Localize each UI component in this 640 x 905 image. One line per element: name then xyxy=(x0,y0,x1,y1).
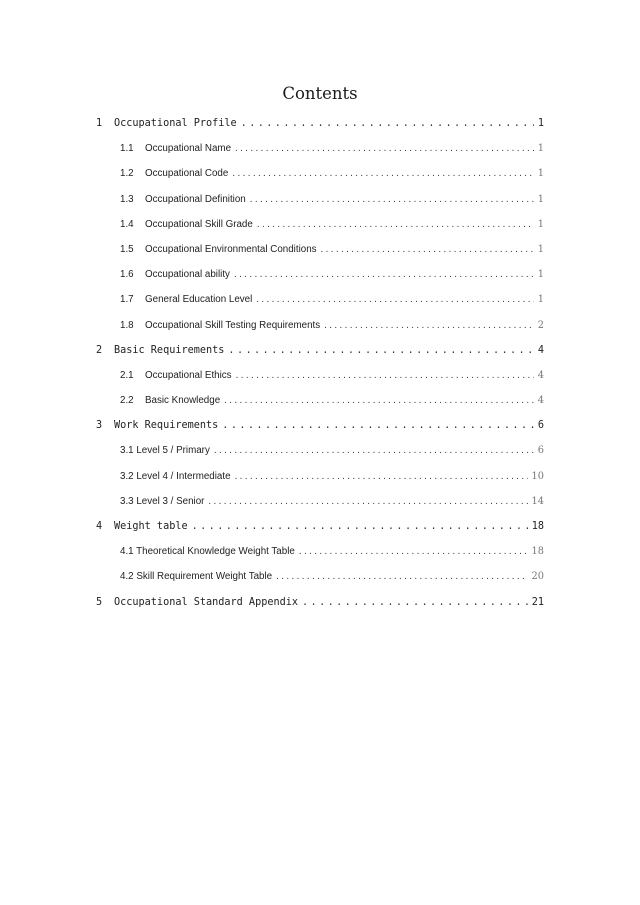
toc-entry-number: 1.8 xyxy=(120,319,134,331)
toc-entry-label: 3.1 Level 5 / Primary xyxy=(120,445,210,457)
toc-entry[interactable] xyxy=(96,215,544,240)
toc-entry[interactable] xyxy=(96,265,544,290)
toc-entry-number: 1.3 xyxy=(120,193,134,205)
toc-entry-number: 5 xyxy=(96,596,103,608)
toc-entry-label: General Education Level xyxy=(145,294,253,306)
toc-entry-label: Occupational Ethics xyxy=(145,369,232,381)
toc-entry[interactable] xyxy=(96,114,544,139)
dot-leader xyxy=(228,341,533,361)
toc-entry[interactable] xyxy=(96,517,544,542)
toc-entry-page: 1 xyxy=(537,168,544,180)
toc-entry-label: Occupational Name xyxy=(145,143,232,155)
toc-entry-label: Basic Requirements xyxy=(114,344,225,356)
dot-leader xyxy=(250,190,534,210)
dot-leader xyxy=(235,139,534,159)
toc-entry[interactable] xyxy=(96,341,544,366)
dot-leader xyxy=(232,164,533,184)
toc-entry-page: 1 xyxy=(537,243,544,255)
table-of-contents xyxy=(96,114,544,618)
toc-entry[interactable] xyxy=(96,164,544,189)
toc-entry[interactable] xyxy=(96,316,544,341)
dot-leader xyxy=(208,492,527,512)
toc-entry-number: 2.1 xyxy=(120,369,134,381)
toc-entry-label: 3.3 Level 3 / Senior xyxy=(120,495,205,507)
dot-leader xyxy=(236,366,534,386)
toc-entry-page: 1 xyxy=(537,294,544,306)
toc-entry-label: Occupational Skill Grade xyxy=(145,218,253,230)
toc-entry-label: Occupational Profile xyxy=(114,118,237,129)
toc-entry-label: Work Requirements xyxy=(114,420,219,432)
toc-entry-number: 1.6 xyxy=(120,269,134,281)
toc-entry[interactable] xyxy=(96,190,544,215)
toc-entry-page: 4 xyxy=(537,395,544,407)
toc-entry-number: 4 xyxy=(96,521,103,532)
dot-leader xyxy=(234,265,534,285)
dot-leader xyxy=(257,215,534,235)
toc-entry-number: 2.2 xyxy=(120,395,134,407)
toc-entry-page: 2 xyxy=(537,319,544,331)
toc-entry[interactable] xyxy=(96,467,544,492)
toc-entry[interactable] xyxy=(96,567,544,592)
toc-entry-number: 2 xyxy=(96,344,103,356)
toc-entry-label: Occupational ability xyxy=(145,269,230,281)
toc-entry-label: Occupational Skill Testing Requirements xyxy=(145,319,321,331)
toc-entry-number: 1 xyxy=(96,118,103,129)
toc-entry[interactable] xyxy=(96,416,544,441)
toc-entry-number: 3 xyxy=(96,420,103,432)
toc-entry-page: 20 xyxy=(531,571,544,583)
toc-entry-number: 1.1 xyxy=(120,143,134,155)
toc-entry-label: 3.2 Level 4 / Intermediate xyxy=(120,470,231,482)
toc-entry[interactable] xyxy=(96,391,544,416)
toc-entry-page: 4 xyxy=(537,344,544,356)
toc-entry[interactable] xyxy=(96,542,544,567)
toc-entry-page: 10 xyxy=(531,470,544,482)
toc-entry[interactable] xyxy=(96,139,544,164)
toc-entry-label: Occupational Standard Appendix xyxy=(114,596,299,608)
toc-entry-page: 21 xyxy=(531,596,544,608)
toc-entry-page: 1 xyxy=(537,118,544,129)
toc-entry-label: Basic Knowledge xyxy=(145,395,221,407)
toc-entry-page: 4 xyxy=(537,369,544,381)
toc-entry-page: 14 xyxy=(531,495,544,507)
toc-entry-number: 1.4 xyxy=(120,218,134,230)
dot-leader xyxy=(256,290,533,310)
dot-leader xyxy=(235,467,528,487)
dot-leader xyxy=(324,316,534,336)
toc-entry[interactable] xyxy=(96,366,544,391)
toc-entry-page: 6 xyxy=(537,420,544,432)
toc-entry-label: 4.1 Theoretical Knowledge Weight Table xyxy=(120,546,295,558)
toc-entry-page: 18 xyxy=(531,521,544,532)
toc-entry[interactable] xyxy=(96,492,544,517)
toc-entry[interactable] xyxy=(96,240,544,265)
page-title: Contents xyxy=(282,84,358,103)
dot-leader xyxy=(276,567,527,587)
toc-entry-page: 1 xyxy=(537,193,544,205)
dot-leader xyxy=(321,240,534,260)
dot-leader xyxy=(214,441,534,461)
toc-entry-page: 6 xyxy=(537,445,544,457)
dot-leader xyxy=(192,517,528,537)
toc-entry-number: 1.2 xyxy=(120,168,134,180)
toc-entry-page: 1 xyxy=(537,269,544,281)
dot-leader xyxy=(224,391,534,411)
toc-entry[interactable] xyxy=(96,441,544,466)
toc-entry[interactable] xyxy=(96,290,544,315)
toc-entry-number: 1.5 xyxy=(120,243,134,255)
toc-entry-page: 1 xyxy=(537,143,544,155)
dot-leader xyxy=(241,114,534,134)
toc-entry[interactable] xyxy=(96,593,544,618)
toc-entry-label: Occupational Environmental Conditions xyxy=(145,243,317,255)
toc-entry-label: Occupational Definition xyxy=(145,193,246,205)
dot-leader xyxy=(302,593,528,613)
dot-leader xyxy=(299,542,528,562)
toc-entry-page: 1 xyxy=(537,218,544,230)
toc-entry-label: 4.2 Skill Requirement Weight Table xyxy=(120,571,273,583)
toc-entry-number: 1.7 xyxy=(120,294,134,306)
toc-entry-label: Occupational Code xyxy=(145,168,229,180)
dot-leader xyxy=(222,416,534,436)
toc-entry-label: Weight table xyxy=(114,521,188,532)
toc-entry-page: 18 xyxy=(531,546,544,558)
